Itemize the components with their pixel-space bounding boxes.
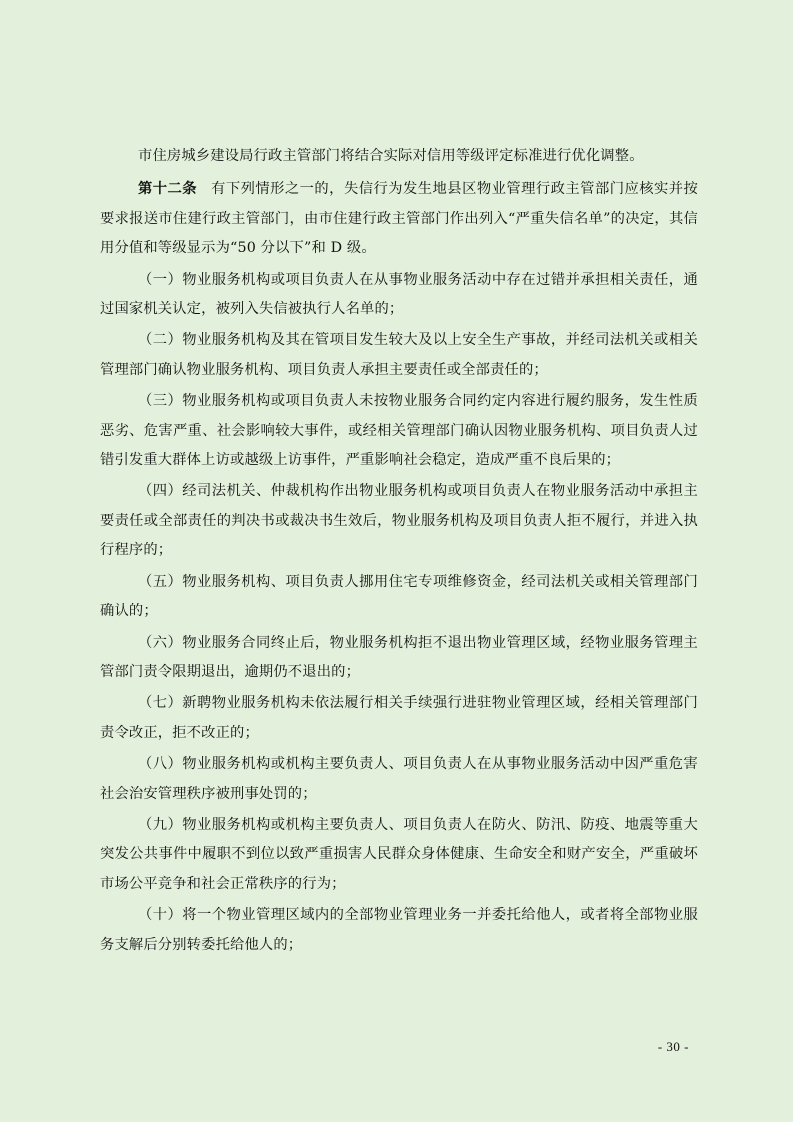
article-12-text: 有下列情形之一的，失信行为发生地县区物业管理行政主管部门应核实并按要求报送市住建行政主管部门，由市住建行政主管部门作出列入“严重失信名单”的决定，其信用分值和等级显示为“50 分以下”和 D 级。 [100, 181, 698, 257]
document-body [100, 142, 698, 962]
item-2: （二）物业服务机构及其在管项目发生较大及以上安全生产事故，并经司法机关或相关管理部门确认物业服务机构、项目负责人承担主要责任或全部责任的； [100, 332, 698, 378]
item-8: （八）物业服务机构或机构主要负责人、项目负责人在从事物业服务活动中因严重危害社会治安管理秩序被刑事处罚的； [100, 756, 698, 802]
item-4: （四）经司法机关、仲裁机构作出物业服务机构或项目负责人在物业服务活动中承担主要责任或全部责任的判决书或裁决书生效后，物业服务机构及项目负责人拒不履行，并进入执行程序的； [100, 483, 698, 559]
page-number: - 30 - [657, 1039, 689, 1054]
item-7: （七）新聘物业服务机构未依法履行相关手续强行进驻物业管理区域，经相关管理部门责令改正，拒不改正的； [100, 695, 698, 741]
article-12-label: 第十二条 [138, 181, 198, 198]
item-5: （五）物业服务机构、项目负责人挪用住宅专项维修资金，经司法机关或相关管理部门确认的； [100, 573, 698, 620]
item-6: （六）物业服务合同终止后，物业服务机构拒不退出物业管理区域，经物业服务管理主管部门责令限期退出，逾期仍不退出的； [100, 634, 698, 680]
item-10: （十）将一个物业管理区域内的全部物业管理业务一并委托给他人，或者将全部物业服务支解后分别转委托给他人的； [100, 907, 698, 953]
item-3: （三）物业服务机构或项目负责人未按物业服务合同约定内容进行履约服务，发生性质恶劣、危害严重、社会影响较大事件，或经相关管理部门确认因物业服务机构、项目负责人过错引发重大群体上访或越级上访事件，严重影响社会稳定，造成严重不良后果的； [100, 393, 698, 469]
article-12-paragraph [100, 175, 698, 263]
item-9: （九）物业服务机构或机构主要负责人、项目负责人在防火、防汛、防疫、地震等重大突发公共事件中履职不到位以致严重损害人民群众身体健康、生命安全和财产安全，严重破坏市场公平竞争和社会正常秩序的行为； [100, 816, 698, 892]
item-1: （一）物业服务机构或项目负责人在从事物业服务活动中存在过错并承担相关责任，通过国家机关认定，被列入失信被执行人名单的； [100, 271, 698, 318]
intro-paragraph: 市住房城乡建设局行政主管部门将结合实际对信用等级评定标准进行优化调整。 [138, 148, 644, 164]
